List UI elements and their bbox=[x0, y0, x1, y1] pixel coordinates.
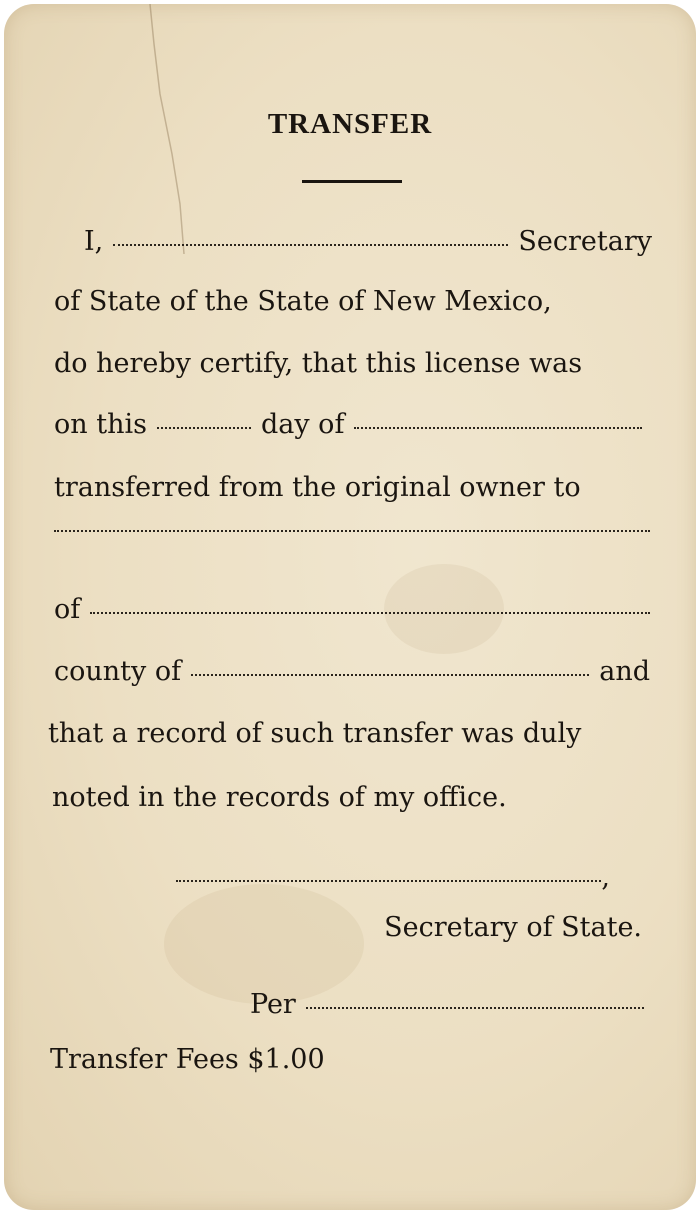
certify-line-9 bbox=[48, 718, 581, 749]
month-blank bbox=[354, 427, 642, 429]
certify-line-6 bbox=[54, 534, 650, 536]
certify-line-10 bbox=[52, 782, 507, 813]
line-text: Secretary bbox=[518, 226, 652, 257]
per-blank bbox=[306, 1007, 644, 1009]
address-blank bbox=[90, 612, 650, 614]
certify-line-4 bbox=[54, 409, 652, 440]
title-underline bbox=[302, 180, 402, 183]
transfer-card bbox=[4, 4, 696, 1210]
line-text: of State of the State of New Mexico, bbox=[54, 286, 552, 317]
name-blank bbox=[113, 244, 508, 246]
certify-line-3 bbox=[54, 348, 582, 379]
signature-blank bbox=[176, 880, 601, 882]
certify-line-5 bbox=[54, 472, 581, 503]
line-text: I, bbox=[84, 226, 104, 257]
line-text: that a record of such transfer was duly bbox=[48, 718, 582, 749]
signature-comma: , bbox=[601, 862, 610, 893]
county-blank bbox=[191, 674, 589, 676]
per-label: Per bbox=[250, 989, 296, 1020]
line-text: do hereby certify, that this license was bbox=[54, 348, 583, 379]
day-blank bbox=[157, 427, 251, 429]
line-text: county of bbox=[54, 656, 182, 687]
secretary-of-state-label: Secretary of State. bbox=[384, 912, 642, 943]
certify-line-7 bbox=[54, 594, 650, 625]
certify-line-8 bbox=[54, 656, 650, 687]
signature-line bbox=[176, 862, 610, 893]
line-text: and bbox=[599, 656, 650, 687]
new-owner-blank bbox=[54, 530, 650, 532]
fees-line bbox=[50, 1044, 325, 1075]
document-title: TRANSFER bbox=[267, 108, 433, 140]
certify-line-1 bbox=[84, 226, 652, 257]
line-text: day of bbox=[260, 409, 345, 440]
line-text: of bbox=[54, 594, 81, 625]
certify-line-2 bbox=[54, 286, 552, 317]
per-line bbox=[250, 989, 644, 1020]
line-text: transferred from the original owner to bbox=[54, 472, 581, 503]
line-text: noted in the records of my office. bbox=[52, 782, 507, 813]
line-text: on this bbox=[54, 409, 147, 440]
signature-role bbox=[304, 912, 642, 943]
transfer-fees: Transfer Fees $1.00 bbox=[50, 1044, 325, 1075]
